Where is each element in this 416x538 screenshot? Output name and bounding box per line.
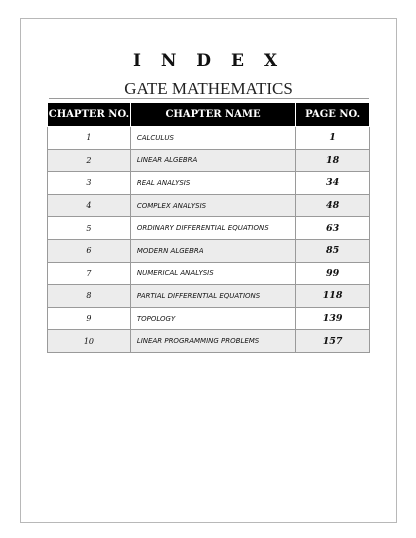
chapter-name-cell: LINEAR PROGRAMMING PROBLEMS <box>130 330 295 353</box>
chapter-name-cell: TOPOLOGY <box>130 307 295 330</box>
chapter-no-cell: 3 <box>48 172 131 195</box>
page-no-cell: 18 <box>296 149 370 172</box>
page-title: I N D E X <box>132 51 285 71</box>
table-row <box>48 330 370 353</box>
header-chapter-name: CHAPTER NAME <box>130 103 295 127</box>
table-row <box>48 149 370 172</box>
page-no-cell: 99 <box>296 262 370 285</box>
chapter-no-cell: 2 <box>48 149 131 172</box>
table-row <box>48 307 370 330</box>
table-row <box>48 217 370 240</box>
table-row <box>48 194 370 217</box>
table-row <box>48 127 370 150</box>
page-no-cell: 139 <box>296 307 370 330</box>
chapter-name-cell: PARTIAL DIFFERENTIAL EQUATIONS <box>130 285 295 308</box>
table-row <box>48 285 370 308</box>
page-no-cell: 63 <box>296 217 370 240</box>
table-row <box>48 172 370 195</box>
chapter-name-cell: CALCULUS <box>130 127 295 150</box>
chapter-name-cell: NUMERICAL ANALYSIS <box>130 262 295 285</box>
chapter-no-cell: 9 <box>48 307 131 330</box>
table-row <box>48 239 370 262</box>
header-chapter-no: CHAPTER NO. <box>48 103 131 127</box>
chapter-no-cell: 1 <box>48 127 131 150</box>
table-row <box>48 262 370 285</box>
page-no-cell: 85 <box>296 239 370 262</box>
index-table <box>47 102 370 353</box>
chapter-name-cell: REAL ANALYSIS <box>130 172 295 195</box>
chapter-no-cell: 8 <box>48 285 131 308</box>
title-divider <box>49 98 369 99</box>
page-no-cell: 34 <box>296 172 370 195</box>
chapter-no-cell: 6 <box>48 239 131 262</box>
page-no-cell: 157 <box>296 330 370 353</box>
chapter-name-cell: LINEAR ALGEBRA <box>130 149 295 172</box>
table-header-row <box>48 103 370 127</box>
chapter-name-cell: COMPLEX ANALYSIS <box>130 194 295 217</box>
chapter-no-cell: 5 <box>48 217 131 240</box>
chapter-no-cell: 4 <box>48 194 131 217</box>
page-no-cell: 1 <box>296 127 370 150</box>
chapter-name-cell: ORDINARY DIFFERENTIAL EQUATIONS <box>130 217 295 240</box>
page-subtitle: GATE MATHEMATICS <box>124 79 293 98</box>
header-page-no: PAGE NO. <box>296 103 370 127</box>
document-page <box>20 18 397 523</box>
chapter-no-cell: 7 <box>48 262 131 285</box>
page-no-cell: 118 <box>296 285 370 308</box>
chapter-no-cell: 10 <box>48 330 131 353</box>
page-no-cell: 48 <box>296 194 370 217</box>
chapter-name-cell: MODERN ALGEBRA <box>130 239 295 262</box>
